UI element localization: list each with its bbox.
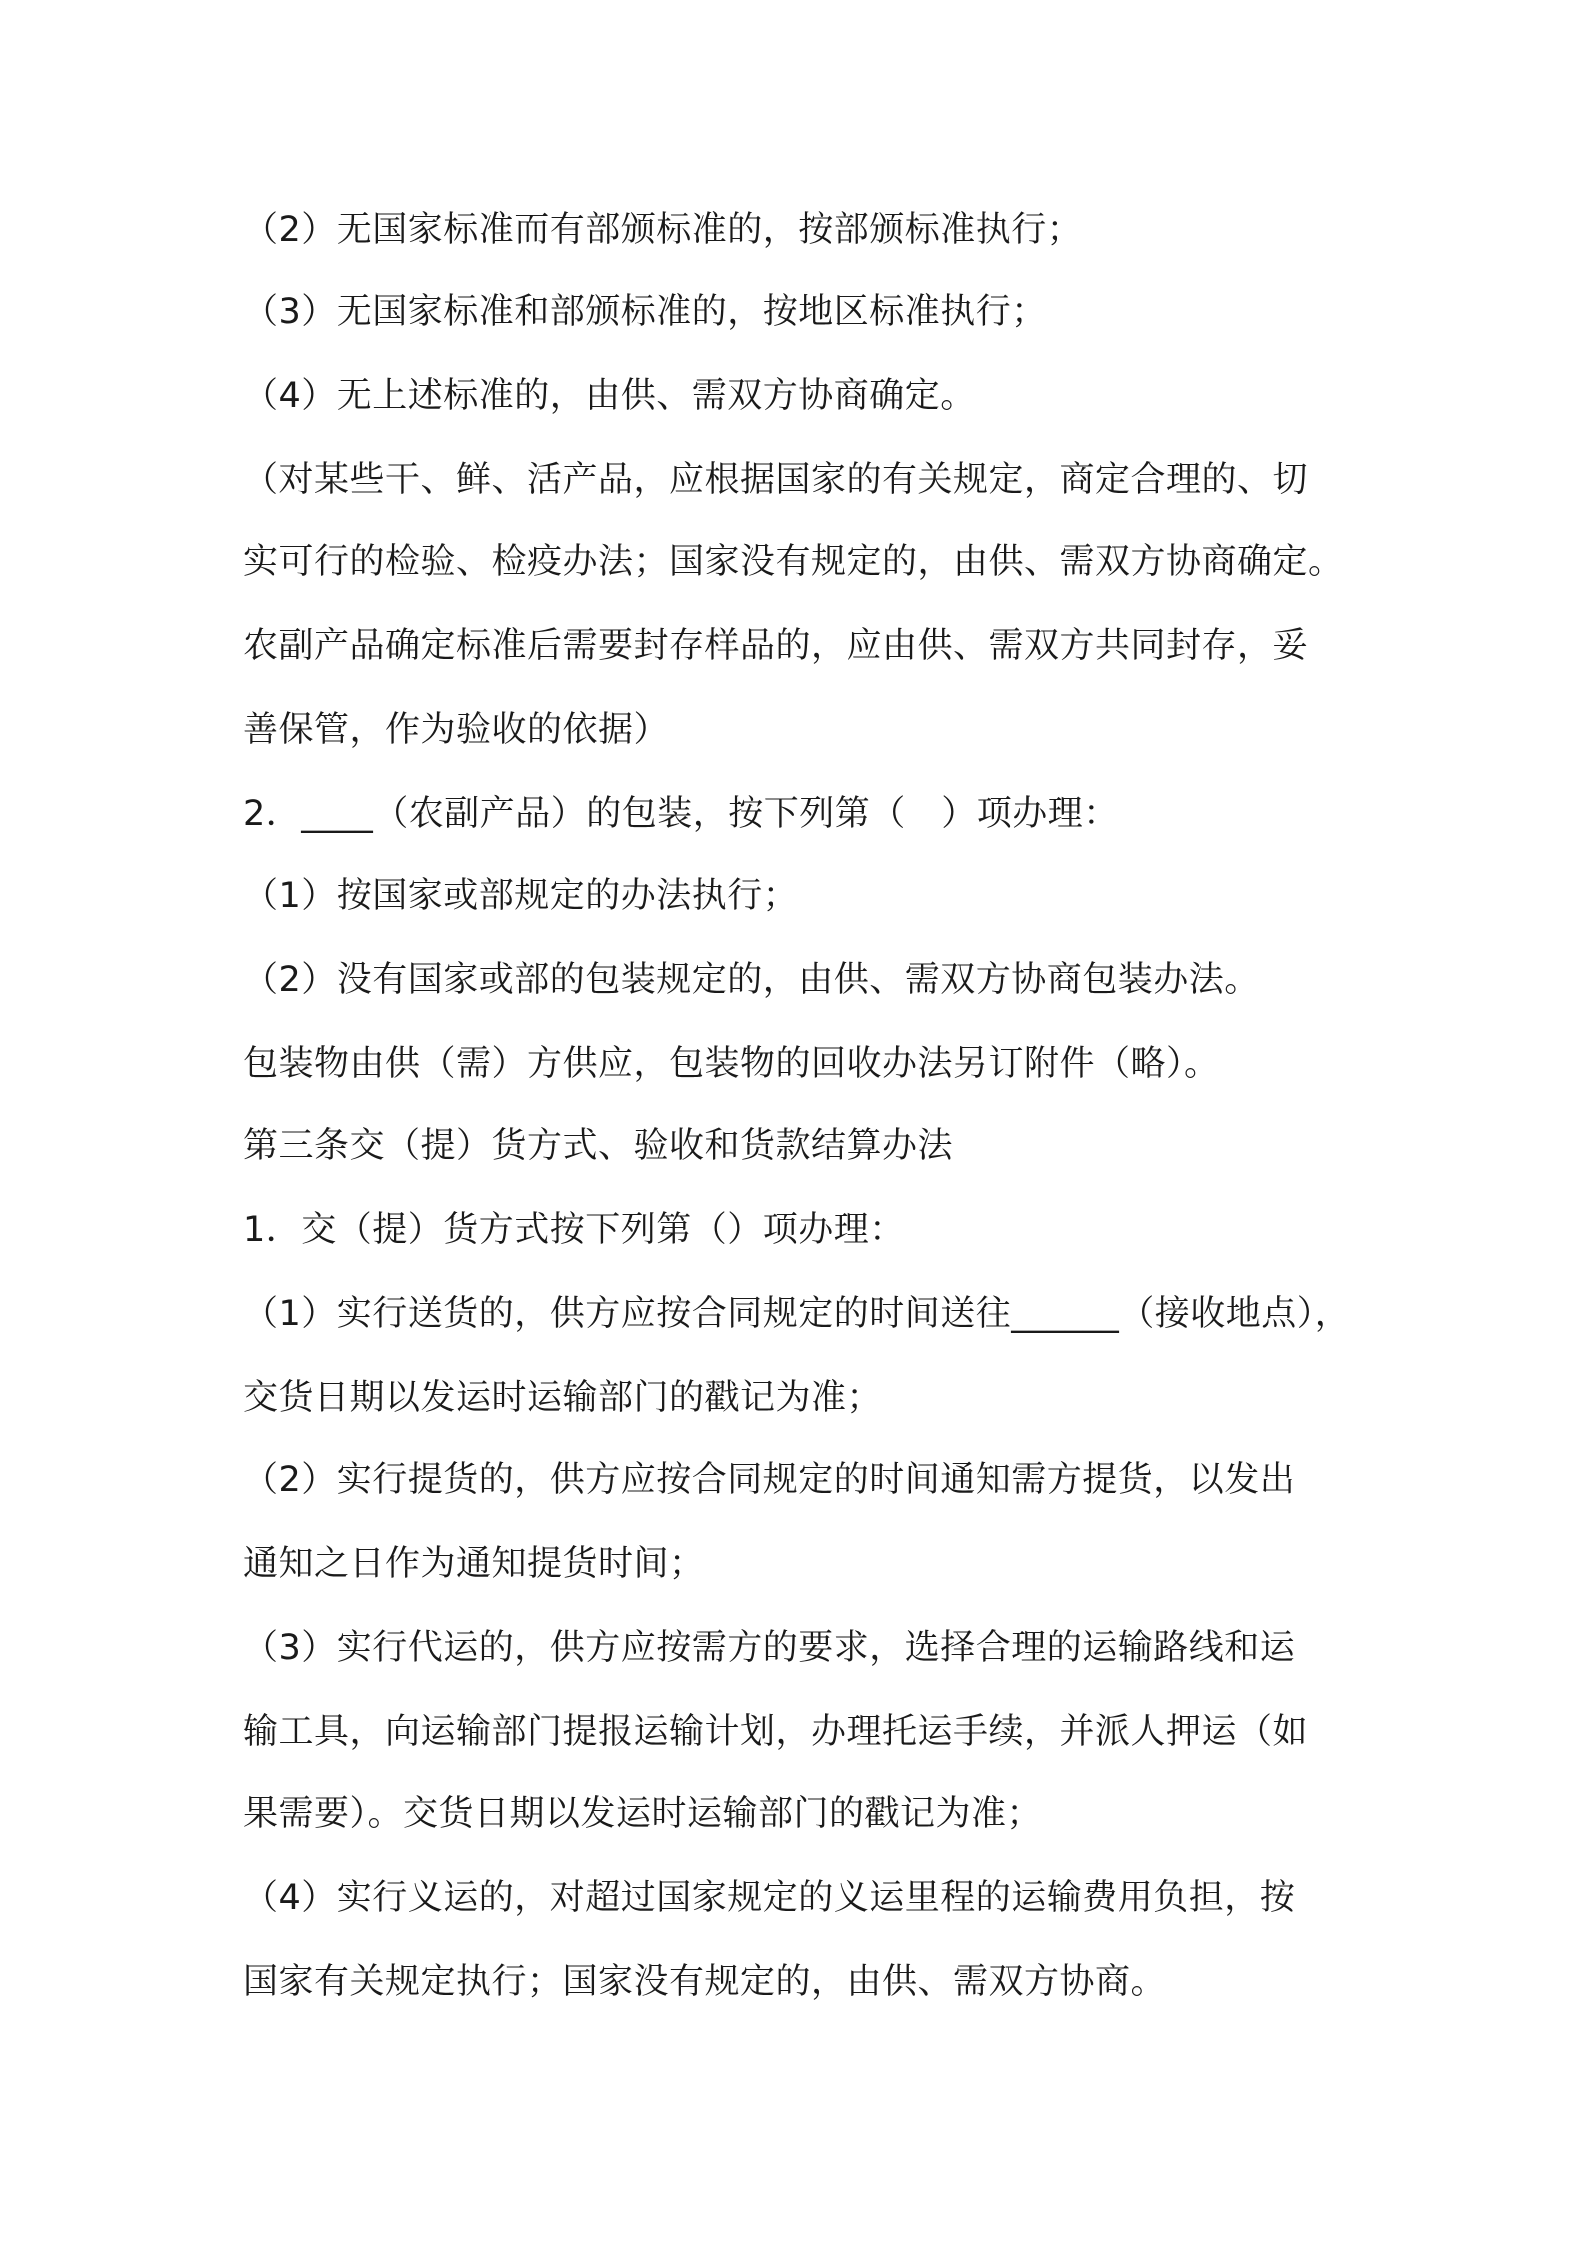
section-heading: 第三条交（提）货方式、验收和货款结算办法 [243,1126,954,1166]
text-line: 通知之日作为通知提货时间； [243,1544,705,1584]
text-line: （1）按国家或部规定的办法执行； [243,876,799,916]
text-line: 国家有关规定执行；国家没有规定的，由供、需双方协商。 [243,1962,1167,2002]
text-line: （4）实行义运的，对超过国家规定的义运里程的运输费用负担，按 [243,1878,1296,1918]
text-line: 实可行的检验、检疫办法；国家没有规定的，由供、需双方协商确定。 [243,542,1344,582]
text-line: （2）无国家标准而有部颁标准的，按部颁标准执行； [243,210,1083,250]
text-line: （3）实行代运的，供方应按需方的要求，选择合理的运输路线和运 [243,1628,1296,1668]
text-line: （1）实行送货的，供方应按合同规定的时间送往______（接收地点）， [243,1294,1351,1334]
text-line: 善保管，作为验收的依据） [243,710,670,750]
text-line: （2）没有国家或部的包装规定的，由供、需双方协商包装办法。 [243,960,1260,1000]
text-line: （2）实行提货的，供方应按合同规定的时间通知需方提货，以发出 [243,1460,1296,1500]
text-line: （对某些干、鲜、活产品，应根据国家的有关规定，商定合理的、切 [243,460,1309,500]
text-line: 包装物由供（需）方供应，包装物的回收办法另订附件（略）。 [243,1044,1220,1084]
text-line: 农副产品确定标准后需要封存样品的，应由供、需双方共同封存，妥 [243,626,1309,666]
text-line: 1．交（提）货方式按下列第（）项办理： [243,1210,905,1250]
text-line: 果需要）。交货日期以发运时运输部门的戳记为准； [243,1794,1043,1834]
text-line: 交货日期以发运时运输部门的戳记为准； [243,1378,883,1418]
text-line: （4）无上述标准的，由供、需双方协商确定。 [243,376,976,416]
text-line: 输工具，向运输部门提报运输计划，办理托运手续，并派人押运（如 [243,1712,1309,1752]
text-line: 2．____（农副产品）的包装，按下列第（ ）项办理： [243,794,1119,834]
text-line: （3）无国家标准和部颁标准的，按地区标准执行； [243,292,1047,332]
